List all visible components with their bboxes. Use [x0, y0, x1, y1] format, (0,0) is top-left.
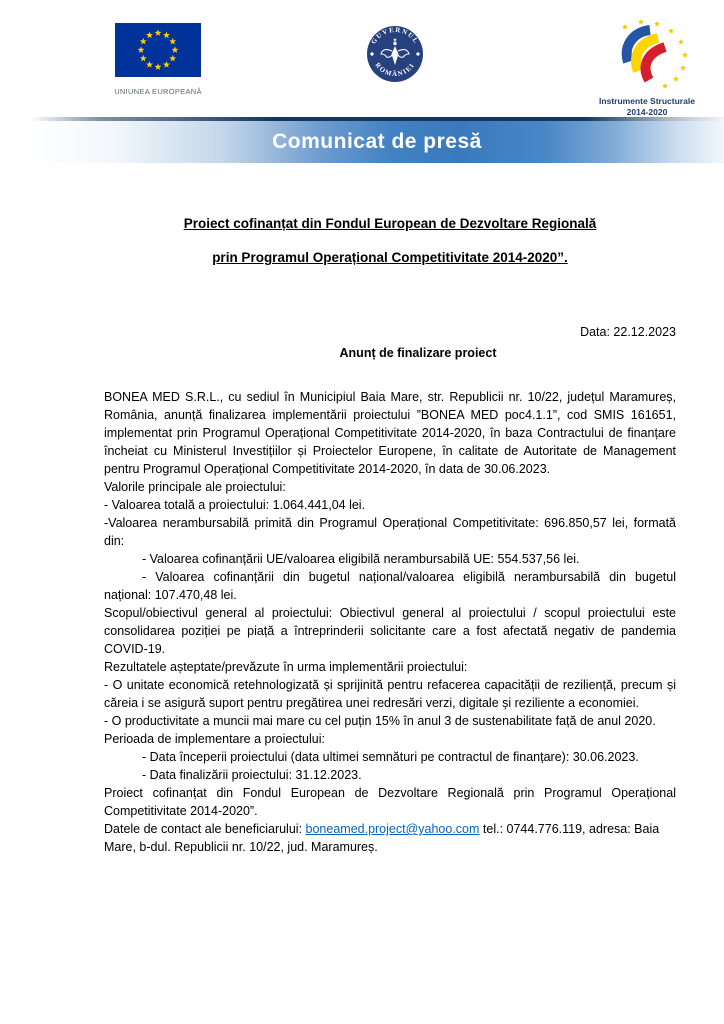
- paragraph-intro: BONEA MED S.R.L., cu sediul în Municipiul Baia Mare, str. Republicii nr. 10/22, județul Maramureș, România, anunță finalizarea implementării proiectului ”BONEA MED poc4.1.1”, cod SMIS 161651, implementat prin Programul Operațional Competitivitate 2014-2020, în baza Contractului de finanțare încheiat cu Ministerul Investițiilor și Proiectelor Europene, în calitate de Autoritate de Management pentru Programul Operațional Competitivitate 2014-2020, în data de 30.06.2023.: [104, 390, 676, 476]
- result-item-1: - O unitate economică retehnologizată și sprijinită pentru refacerea capacității de reziliență, precum și căreia i se asigură suport pentru pregătirea unei redresări verzi, digitale și reziliente a economiei.: [104, 678, 676, 710]
- eu-flag-logo: [113, 23, 203, 96]
- eu-flag-icon: [115, 23, 201, 77]
- government-of-romania-seal: [365, 24, 425, 84]
- gov-logo-bottom-text: ROMÂNIEI: [373, 61, 417, 79]
- document-body: [104, 388, 676, 856]
- banner-gradient: [30, 121, 724, 163]
- document-title-line2: prin Programul Operațional Competitivitate 2014-2020”.: [212, 250, 568, 265]
- email-link[interactable]: boneamed.project@yahoo.com: [305, 822, 480, 836]
- is-logo-label-line1: Instrumente Structurale: [599, 96, 695, 106]
- results-header: Rezultatele așteptate/prevăzute în urma implementării proiectului:: [104, 660, 468, 674]
- is-logo-label-line2: 2014-2020: [626, 107, 668, 118]
- contact-suffix: tel.: 0744.776.119, adresa: Baia Mare, b-dul. Republicii nr. 10/22, jud. Maramureș.: [104, 822, 660, 854]
- values-header: Valorile principale ale proiectului:: [104, 480, 286, 494]
- period-header: Perioada de implementare a proiectului:: [104, 732, 325, 746]
- period-end-date: - Data finalizării proiectului: 31.12.2023.: [142, 768, 362, 782]
- is-logo-label: [586, 96, 708, 118]
- contact-prefix: Datele de contact ale beneficiarului:: [104, 822, 306, 836]
- value-grant: -Valoarea nerambursabilă primită din Programul Operațional Competitivitate: 696.850,57 lei, formată din:: [104, 516, 676, 548]
- announcement-subtitle: Anunț de finalizare proiect: [339, 346, 497, 360]
- value-total: - Valoarea totală a proiectului: 1.064.441,04 lei.: [104, 498, 366, 512]
- gov-logo-top-text: GUVERNUL: [370, 26, 420, 46]
- date-line: Data: 22.12.2023: [580, 325, 676, 339]
- document-title-line1: Proiect cofinanțat din Fondul European de Dezvoltare Regională: [183, 216, 597, 231]
- period-start-date: - Data începerii proiectului (data ultimei semnături pe contractul de finanțare): 30.06.2023.: [142, 750, 639, 764]
- paragraph-cofinancing-footer: Proiect cofinanțat din Fondul European de Dezvoltare Regională prin Programul Operațional Competitivitate 2014-2020”.: [104, 786, 676, 818]
- result-item-2: - O productivitate a muncii mai mare cu cel puțin 15% în anul 3 de sustenabilitate față de anul 2020.: [104, 714, 656, 728]
- government-seal-icon: [365, 24, 425, 84]
- document-title: [104, 216, 676, 284]
- eu-logo-label: UNIUNEA EUROPEANĂ: [114, 87, 202, 96]
- paragraph-scope: Scopul/obiectivul general al proiectului: Obiectivul general al proiectului / scopul proiectului este consolidarea poziției pe piață a întreprinderii solicitante care a fost afectată negativ de pandemia COVID-19.: [104, 606, 676, 656]
- value-eu-cofinancing: - Valoarea cofinanțării UE/valoarea eligibilă nerambursabilă UE: 554.537,56 lei.: [142, 552, 580, 566]
- press-banner: [30, 117, 724, 163]
- contact-line: [104, 820, 676, 856]
- banner-title: Comunicat de presă: [272, 130, 482, 153]
- instrumente-structurale-icon: [595, 18, 699, 90]
- instrumente-structurale-logo: [586, 18, 708, 118]
- value-national-cofinancing: - Valoarea cofinanțării din bugetul național/valoarea eligibilă nerambursabilă din bugetul național: 107.470,48 lei.: [104, 570, 676, 602]
